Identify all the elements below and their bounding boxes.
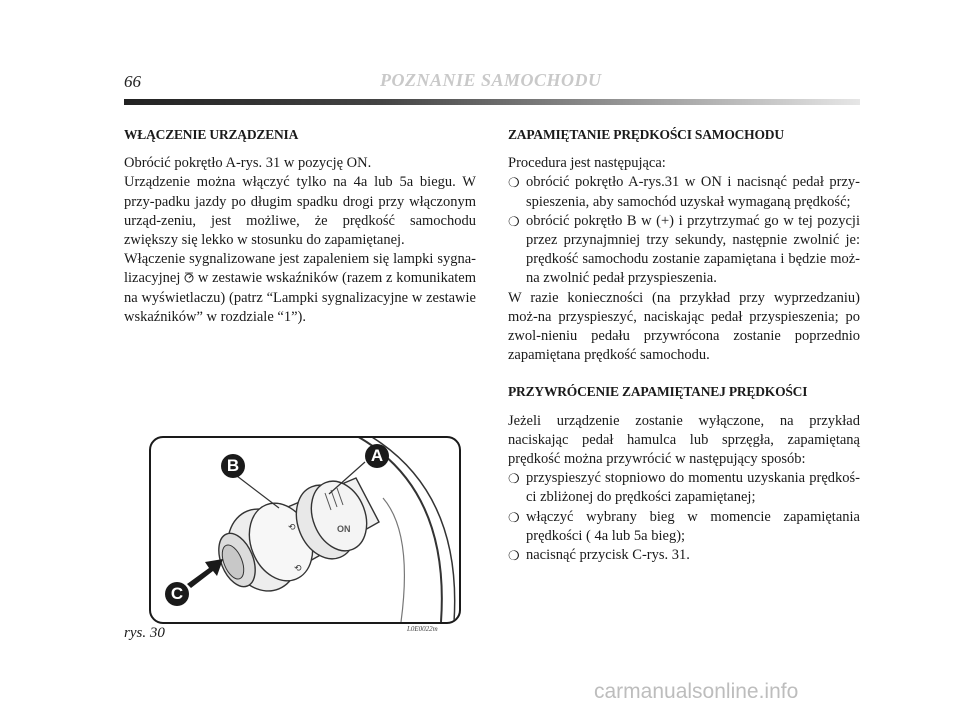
memorize-steps-list — [508, 173, 860, 288]
paragraph-indicator — [124, 250, 476, 327]
indicator-text-after: w zestawie wskaźników (razem z komunikatem na wyświetlaczu) (patrz “Lampki sygnalizacyjne w zestawie wskaźników” w rozdziale “1”). — [124, 270, 476, 325]
lever-illustration — [151, 438, 459, 622]
restore-intro: Jeżeli urządzenie zostanie wyłączone, na przykład naciskając pedał hamulca lub sprzęgła, zapamiętaną prędkość można przywrócić w następujący sposób: — [508, 412, 860, 468]
figure-caption: rys. 30 — [124, 625, 165, 641]
heading-restore-speed: PRZYWRÓCENIE ZAPAMIĘTANEJ PRĘDKOŚCI — [508, 384, 808, 400]
cruise-control-lamp-icon — [184, 272, 194, 283]
svg-text:ON: ON — [337, 524, 351, 534]
label-a-badge: A — [365, 444, 389, 468]
paragraph-overtaking: W razie konieczności (na przykład przy wyprzedzaniu) moż-na przyspieszyć, naciskając pedał przyspieszenia; po zwol-nieniu pedału przywrócona zostanie poprzednio zapamiętana prędkość samochodu. — [508, 289, 860, 364]
paragraph-turn-knob: Obrócić pokrętło A-rys. 31 w pozycję ON. — [124, 155, 372, 172]
heading-activation: WŁĄCZENIE URZĄDZENIA — [124, 127, 299, 142]
paragraph-gear-info: Urządzenie można włączyć tylko na 4a lub 5a biegu. W przy-padku jazdy po długim spadku drogi przy włączonym urząd-zeniu, jest możliwe, że prędkość samochodu zwiększy się lekko w stosunku do zapamiętanej. — [124, 174, 476, 249]
list-item: ❍ przyspieszyć stopniowo do momentu uzyskania prędkoś-ci zbliżonej do prędkości zapamiętanej; — [508, 469, 860, 507]
list-item: ❍ nacisnąć przycisk C-rys. 31. — [508, 546, 860, 565]
section-title: POZNANIE SAMOCHODU — [380, 70, 602, 90]
header-bar — [124, 99, 860, 105]
page-number: 66 — [124, 72, 141, 91]
svg-text:⟲: ⟲ — [288, 522, 296, 532]
left-column — [124, 125, 476, 327]
cruise-control-lever-figure — [149, 436, 461, 624]
list-item: ❍ obrócić pokrętło A-rys.31 w ON i nacisnąć pedał przy-spieszenia, aby samochód uzyskał wymaganą prędkość; — [508, 173, 860, 211]
restore-steps-list — [508, 469, 860, 565]
label-c-badge: C — [165, 582, 189, 606]
svg-text:⟲: ⟲ — [294, 563, 302, 573]
watermark: carmanualsonline.info — [594, 680, 799, 703]
indicator-text-before: Włączenie sygnalizowane jest zapaleniem się lampki sygna-lizacyjnej — [124, 251, 476, 287]
list-item: ❍ obrócić pokrętło B w (+) i przytrzymać go w tej pozycji przez przynajmniej trzy sekundy, następnie zwolnić je: prędkość samochodu zostanie zapamiętana i będzie moż-na zwolnić pedał przyspieszenia. — [508, 212, 860, 289]
figure-code: L0E0022m — [407, 625, 438, 633]
heading-memorize-speed: ZAPAMIĘTANIE PRĘDKOŚCI SAMOCHODU — [508, 127, 784, 142]
right-column — [508, 125, 860, 565]
procedure-intro: Procedura jest następująca: — [508, 155, 666, 172]
label-b-badge: B — [221, 454, 245, 478]
list-item: ❍ włączyć wybrany bieg w momencie zapamiętania prędkości ( 4a lub 5a bieg); — [508, 508, 860, 546]
